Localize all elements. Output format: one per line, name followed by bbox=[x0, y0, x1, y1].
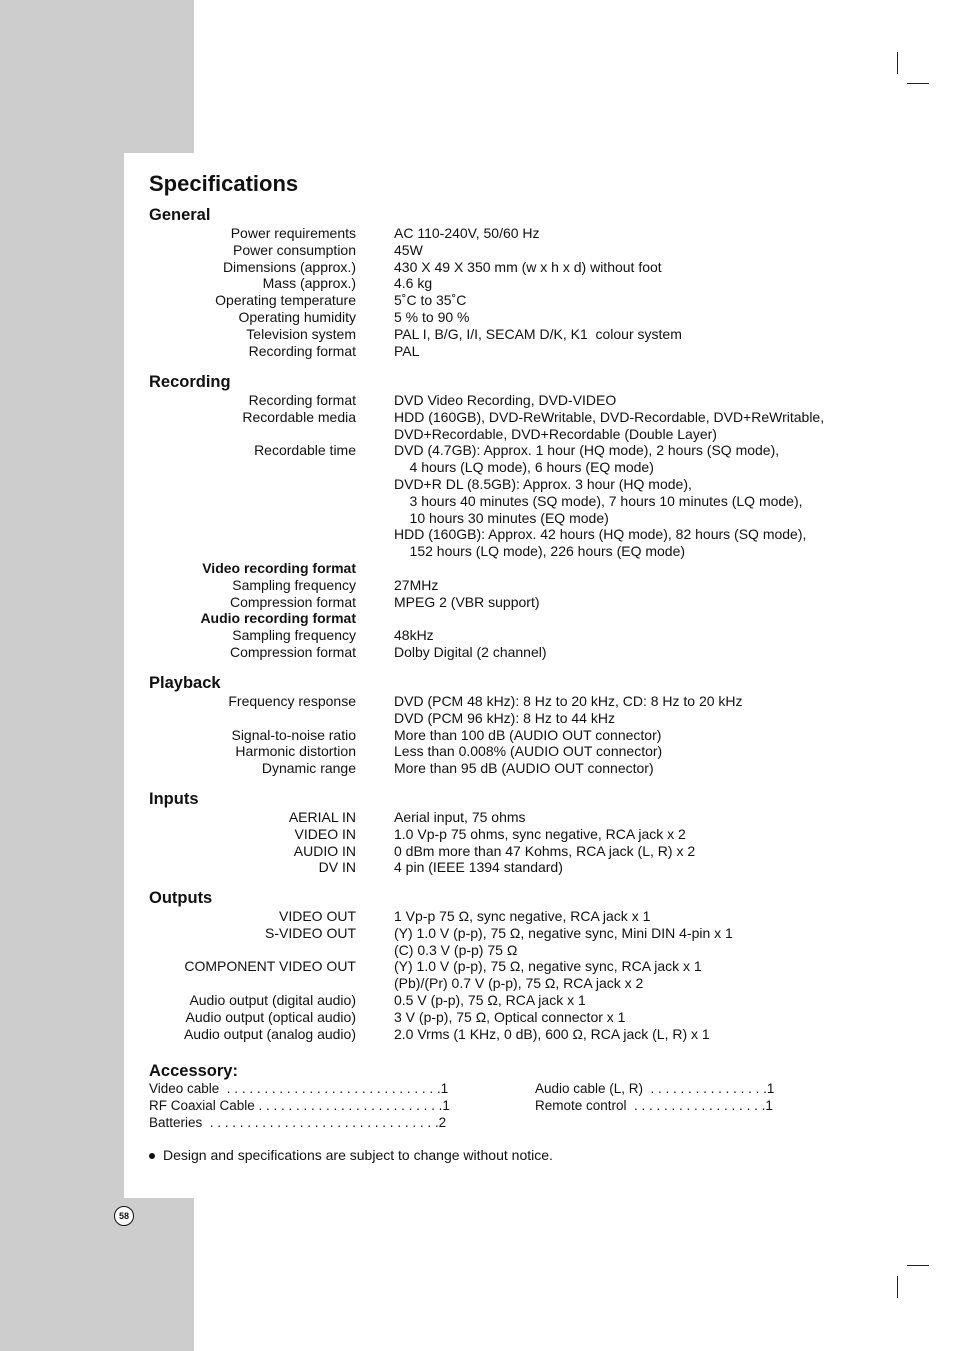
spec-row bbox=[149, 526, 869, 543]
spec-value: 4 hours (LQ mode), 6 hours (EQ mode) bbox=[394, 459, 654, 476]
spec-value: Dolby Digital (2 channel) bbox=[394, 643, 547, 660]
spec-value: DVD+R DL (8.5GB): Approx. 3 hour (HQ mode), bbox=[394, 475, 692, 492]
section-heading: Playback bbox=[149, 674, 221, 692]
spec-label: Operating humidity bbox=[238, 308, 356, 325]
spec-value: 45W bbox=[394, 241, 423, 258]
accessory-item: Video cable . . . . . . . . . . . . . . . . . . . . . . . . . . . . .1 bbox=[149, 1081, 449, 1096]
spec-rows bbox=[149, 225, 869, 359]
spec-value: MPEG 2 (VBR support) bbox=[394, 593, 540, 610]
spec-label bbox=[149, 975, 356, 992]
spec-rows bbox=[149, 809, 869, 876]
spec-row bbox=[149, 292, 869, 309]
spec-value: HDD (160GB): Approx. 42 hours (HQ mode), 82 hours (SQ mode), bbox=[394, 526, 807, 543]
spec-value: 10 hours 30 minutes (EQ mode) bbox=[394, 509, 609, 526]
spec-label bbox=[149, 426, 356, 443]
spec-row bbox=[149, 259, 869, 276]
spec-row bbox=[149, 343, 869, 360]
accessory-item: Audio cable (L, R) . . . . . . . . . . . . . . . .1 bbox=[535, 1081, 775, 1096]
crop-mark bbox=[907, 83, 929, 84]
spec-label: Recordable time bbox=[254, 442, 356, 459]
spec-row bbox=[149, 627, 869, 644]
spec-label: Audio output (analog audio) bbox=[183, 1025, 356, 1042]
accessory-item: Remote control . . . . . . . . . . . . . . . . . .1 bbox=[535, 1097, 773, 1113]
spec-row bbox=[149, 309, 869, 326]
spec-label: Recordable media bbox=[242, 408, 356, 425]
margin-band-bottom bbox=[0, 1198, 194, 1351]
spec-value: Aerial input, 75 ohms bbox=[394, 809, 526, 825]
section-heading: Inputs bbox=[149, 790, 199, 808]
spec-row bbox=[149, 242, 869, 259]
spec-value: 2.0 Vrms (1 KHz, 0 dB), 600 Ω, RCA jack (L, R) x 1 bbox=[394, 1025, 710, 1042]
spec-row bbox=[149, 843, 869, 860]
spec-label: Compression format bbox=[229, 643, 356, 660]
spec-row bbox=[149, 975, 869, 992]
spec-label: Recording format bbox=[248, 342, 356, 359]
spec-label: COMPONENT VIDEO OUT bbox=[184, 958, 356, 975]
spec-label bbox=[149, 476, 356, 493]
section-general bbox=[149, 206, 869, 359]
spec-label bbox=[149, 526, 356, 543]
spec-label: Audio recording format bbox=[200, 610, 356, 627]
spec-label: Recording format bbox=[248, 392, 356, 408]
spec-row bbox=[149, 560, 869, 577]
spec-label: Operating temperature bbox=[215, 292, 356, 309]
spec-row bbox=[149, 594, 869, 611]
page-number-badge: 58 bbox=[114, 1206, 134, 1226]
spec-rows bbox=[149, 392, 869, 661]
spec-row bbox=[149, 809, 869, 826]
spec-row bbox=[149, 543, 869, 560]
spec-value: 5 % to 90 % bbox=[394, 308, 470, 325]
spec-label: S-VIDEO OUT bbox=[264, 924, 356, 941]
spec-row bbox=[149, 760, 869, 777]
spec-value: DVD (PCM 48 kHz): 8 Hz to 20 kHz, CD: 8 Hz to 20 kHz bbox=[394, 693, 743, 709]
spec-value: 4.6 kg bbox=[394, 275, 433, 292]
section-playback bbox=[149, 674, 869, 777]
spec-label: Dimensions (approx.) bbox=[222, 258, 356, 275]
spec-row bbox=[149, 958, 869, 975]
spec-value: DVD (PCM 96 kHz): 8 Hz to 44 kHz bbox=[394, 709, 615, 726]
spec-label: Signal-to-noise ratio bbox=[231, 726, 356, 743]
section-outputs bbox=[149, 889, 869, 1042]
spec-row bbox=[149, 710, 869, 727]
spec-value: 430 X 49 X 350 mm (w x h x d) without foot bbox=[394, 258, 662, 275]
spec-value: DVD Video Recording, DVD-VIDEO bbox=[394, 392, 617, 408]
spec-row bbox=[149, 908, 869, 925]
spec-value: 4 pin (IEEE 1394 standard) bbox=[394, 859, 563, 876]
spec-label bbox=[149, 543, 356, 560]
accessory-list bbox=[149, 1081, 849, 1131]
spec-label: Television system bbox=[246, 325, 356, 342]
spec-value: More than 95 dB (AUDIO OUT connector) bbox=[394, 760, 654, 777]
spec-value: 152 hours (LQ mode), 226 hours (EQ mode) bbox=[394, 543, 686, 560]
spec-label: Frequency response bbox=[228, 693, 356, 709]
accessory-heading: Accessory: bbox=[149, 1062, 238, 1080]
spec-label: Mass (approx.) bbox=[262, 275, 356, 292]
spec-label: Sampling frequency bbox=[232, 576, 356, 593]
spec-rows bbox=[149, 908, 869, 1042]
spec-row bbox=[149, 644, 869, 661]
spec-value: 3 V (p-p), 75 Ω, Optical connector x 1 bbox=[394, 1008, 626, 1025]
spec-label: Audio output (optical audio) bbox=[185, 1008, 356, 1025]
spec-rows bbox=[149, 693, 869, 777]
spec-row bbox=[149, 275, 869, 292]
spec-row bbox=[149, 476, 869, 493]
spec-row bbox=[149, 610, 869, 627]
spec-label bbox=[149, 942, 356, 959]
margin-band-top bbox=[0, 0, 194, 153]
spec-label bbox=[149, 710, 356, 727]
margin-band-left bbox=[0, 153, 124, 1198]
spec-value: DVD+Recordable, DVD+Recordable (Double Layer) bbox=[394, 425, 717, 442]
crop-mark bbox=[897, 1276, 898, 1298]
spec-label: Sampling frequency bbox=[232, 627, 356, 644]
spec-row bbox=[149, 743, 869, 760]
spec-label: VIDEO IN bbox=[294, 825, 356, 842]
spec-label: Power consumption bbox=[233, 241, 356, 258]
footnote-text: Design and specifications are subject to change without notice. bbox=[163, 1147, 553, 1163]
spec-value: 0 dBm more than 47 Kohms, RCA jack (L, R) x 2 bbox=[394, 842, 696, 859]
accessory-section bbox=[149, 1062, 849, 1131]
spec-value: AC 110-240V, 50/60 Hz bbox=[394, 225, 540, 241]
spec-value: HDD (160GB), DVD-ReWritable, DVD-Recordable, DVD+ReWritable, bbox=[394, 408, 825, 425]
spec-value: 48kHz bbox=[394, 627, 434, 644]
spec-row bbox=[149, 1009, 869, 1026]
spec-label: AERIAL IN bbox=[288, 809, 356, 825]
spec-label: Harmonic distortion bbox=[235, 743, 356, 760]
spec-value: (Y) 1.0 V (p-p), 75 Ω, negative sync, Mini DIN 4-pin x 1 bbox=[394, 924, 733, 941]
spec-row bbox=[149, 510, 869, 527]
spec-label: DV IN bbox=[318, 859, 356, 876]
crop-mark bbox=[907, 1265, 929, 1266]
spec-row bbox=[149, 326, 869, 343]
spec-row bbox=[149, 859, 869, 876]
spec-value: 3 hours 40 minutes (SQ mode), 7 hours 10 minutes (LQ mode), bbox=[394, 492, 803, 509]
section-inputs bbox=[149, 790, 869, 876]
spec-row bbox=[149, 826, 869, 843]
spec-row bbox=[149, 392, 869, 409]
spec-row bbox=[149, 1026, 869, 1043]
spec-label bbox=[149, 459, 356, 476]
spec-value: PAL I, B/G, I/I, SECAM D/K, K1 colour system bbox=[394, 325, 682, 342]
footnote bbox=[149, 1147, 553, 1164]
section-heading: Outputs bbox=[149, 889, 213, 907]
spec-label: Dynamic range bbox=[261, 760, 356, 777]
spec-row bbox=[149, 727, 869, 744]
spec-value: More than 100 dB (AUDIO OUT connector) bbox=[394, 726, 662, 743]
spec-value: DVD (4.7GB): Approx. 1 hour (HQ mode), 2 hours (SQ mode), bbox=[394, 442, 780, 459]
spec-label: Compression format bbox=[229, 593, 356, 610]
spec-row bbox=[149, 409, 869, 426]
spec-row bbox=[149, 992, 869, 1009]
spec-row bbox=[149, 577, 869, 594]
spec-label: VIDEO OUT bbox=[278, 908, 356, 924]
crop-mark bbox=[897, 52, 898, 74]
accessory-item: RF Coaxial Cable . . . . . . . . . . . . . . . . . . . . . . . . .1 bbox=[149, 1097, 450, 1113]
spec-value: Less than 0.008% (AUDIO OUT connector) bbox=[394, 743, 663, 760]
spec-value: (Pb)/(Pr) 0.7 V (p-p), 75 Ω, RCA jack x 2 bbox=[394, 975, 644, 992]
spec-label bbox=[149, 493, 356, 510]
spec-label: Power requirements bbox=[230, 225, 356, 241]
bullet-icon bbox=[149, 1153, 155, 1159]
section-heading: Recording bbox=[149, 373, 231, 391]
spec-row bbox=[149, 459, 869, 476]
spec-row bbox=[149, 925, 869, 942]
section-recording bbox=[149, 373, 869, 661]
spec-value: 0.5 V (p-p), 75 Ω, RCA jack x 1 bbox=[394, 991, 586, 1008]
spec-row bbox=[149, 442, 869, 459]
spec-row bbox=[149, 426, 869, 443]
spec-row bbox=[149, 493, 869, 510]
spec-row bbox=[149, 942, 869, 959]
spec-row bbox=[149, 693, 869, 710]
accessory-item: Batteries . . . . . . . . . . . . . . . . . . . . . . . . . . . . . . .2 bbox=[149, 1114, 447, 1130]
spec-value: 1 Vp-p 75 Ω, sync negative, RCA jack x 1 bbox=[394, 908, 651, 924]
spec-label bbox=[149, 510, 356, 527]
section-heading: General bbox=[149, 206, 211, 224]
spec-row bbox=[149, 225, 869, 242]
spec-value: 1.0 Vp-p 75 ohms, sync negative, RCA jack x 2 bbox=[394, 825, 686, 842]
spec-label: Audio output (digital audio) bbox=[189, 991, 356, 1008]
spec-value: (Y) 1.0 V (p-p), 75 Ω, negative sync, RCA jack x 1 bbox=[394, 958, 702, 975]
spec-label: Video recording format bbox=[202, 559, 356, 576]
spec-value: 5˚C to 35˚C bbox=[394, 292, 467, 309]
page-title: Specifications bbox=[149, 171, 299, 196]
spec-label: AUDIO IN bbox=[293, 842, 356, 859]
spec-value: PAL bbox=[394, 342, 420, 359]
spec-value: (C) 0.3 V (p-p) 75 Ω bbox=[394, 941, 518, 958]
spec-value: 27MHz bbox=[394, 576, 439, 593]
